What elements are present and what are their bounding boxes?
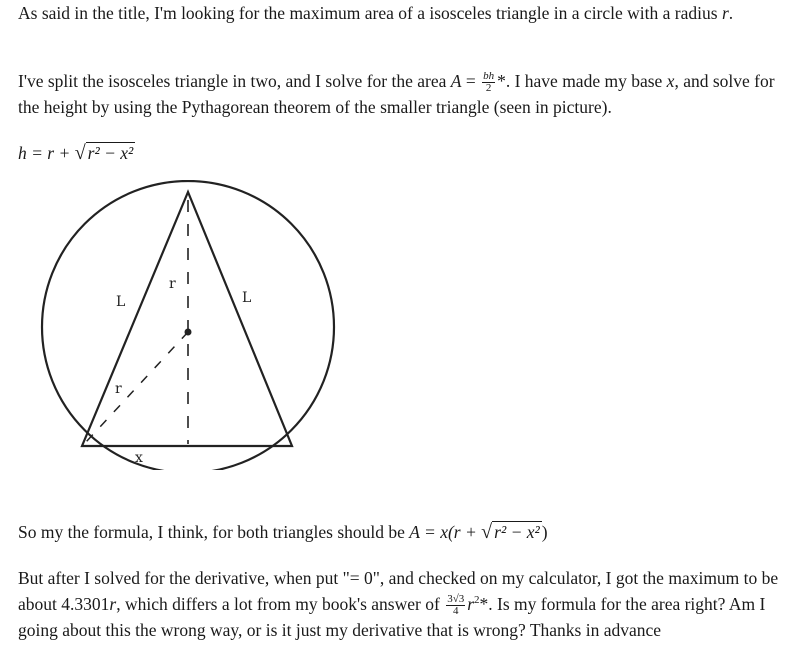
fraction-numerator: bh: [483, 70, 495, 83]
intro-paragraph: [18, 0, 788, 26]
label-L-left: L: [116, 294, 126, 310]
triangle-in-circle-diagram: [38, 180, 338, 470]
question-text-3: . Is my formula for the area right? Am I going about this the wrong way, or is it just my derivative that is wrong?: [18, 594, 766, 641]
max-value-variable: r: [109, 594, 117, 614]
circle-center-point: [185, 329, 192, 336]
label-L-right: L: [242, 290, 252, 306]
intro-period: .: [728, 3, 734, 23]
method-text-1: I've split the isosceles triangle in two, and I solve for the area: [18, 71, 447, 91]
area-square-root: [481, 519, 542, 545]
area-fraction: [482, 71, 495, 94]
area-variable: A: [450, 71, 462, 91]
label-r-diagonal: r: [115, 381, 122, 397]
book-answer-r: r: [467, 594, 475, 614]
area-close-paren: ): [541, 522, 548, 542]
radicand: r² − x²: [87, 143, 134, 163]
square-root: [75, 140, 136, 166]
book-answer-fraction: [446, 594, 465, 617]
height-formula: [18, 140, 788, 166]
question-paragraph: [18, 565, 788, 643]
base-variable: x: [666, 71, 675, 91]
footnote-star: *: [497, 71, 506, 91]
method-text-2: . I have made my base: [505, 71, 663, 91]
intro-text: As said in the title, I'm looking for the maximum area of a isosceles triangle in a circle with a radius: [18, 3, 718, 23]
formula-paragraph: [18, 519, 788, 545]
equals-sign: =: [465, 71, 476, 91]
book-fraction-numerator: 3√3: [447, 593, 465, 606]
area-radical-sign: √: [481, 521, 493, 543]
method-paragraph: [18, 68, 788, 120]
question-text-2: , which differs a lot from my book's answer of: [116, 594, 440, 614]
area-radicand: r² − x²: [494, 522, 540, 542]
book-answer-star: *: [479, 594, 489, 614]
formula-text: So my the formula, I think, for both triangles should be: [18, 522, 405, 542]
isosceles-triangle: [82, 192, 292, 446]
radical-sign: √: [74, 142, 86, 164]
fraction-denominator: 2: [485, 82, 492, 95]
thanks-text: Thanks in advance: [529, 620, 662, 641]
book-answer-exponent: 2: [474, 594, 480, 607]
radius-variable: r: [721, 3, 729, 23]
max-value: 4.3301: [61, 594, 110, 614]
height-formula-lhs: h = r +: [18, 143, 71, 163]
book-fraction-denominator: 4: [452, 605, 459, 618]
radius-dashed-line: [86, 332, 188, 442]
label-r-top: r: [169, 276, 176, 292]
question-text-1: But after I solved for the derivative, when put "= 0", and checked on my calculator, I got the maximum to be about: [18, 568, 779, 614]
label-x: x: [135, 450, 143, 466]
method-text-3: , and solve for the height by using the Pythagorean theorem of the smaller triangle (seen in picture).: [18, 71, 775, 118]
area-formula-lhs: A = x(r +: [409, 522, 477, 542]
